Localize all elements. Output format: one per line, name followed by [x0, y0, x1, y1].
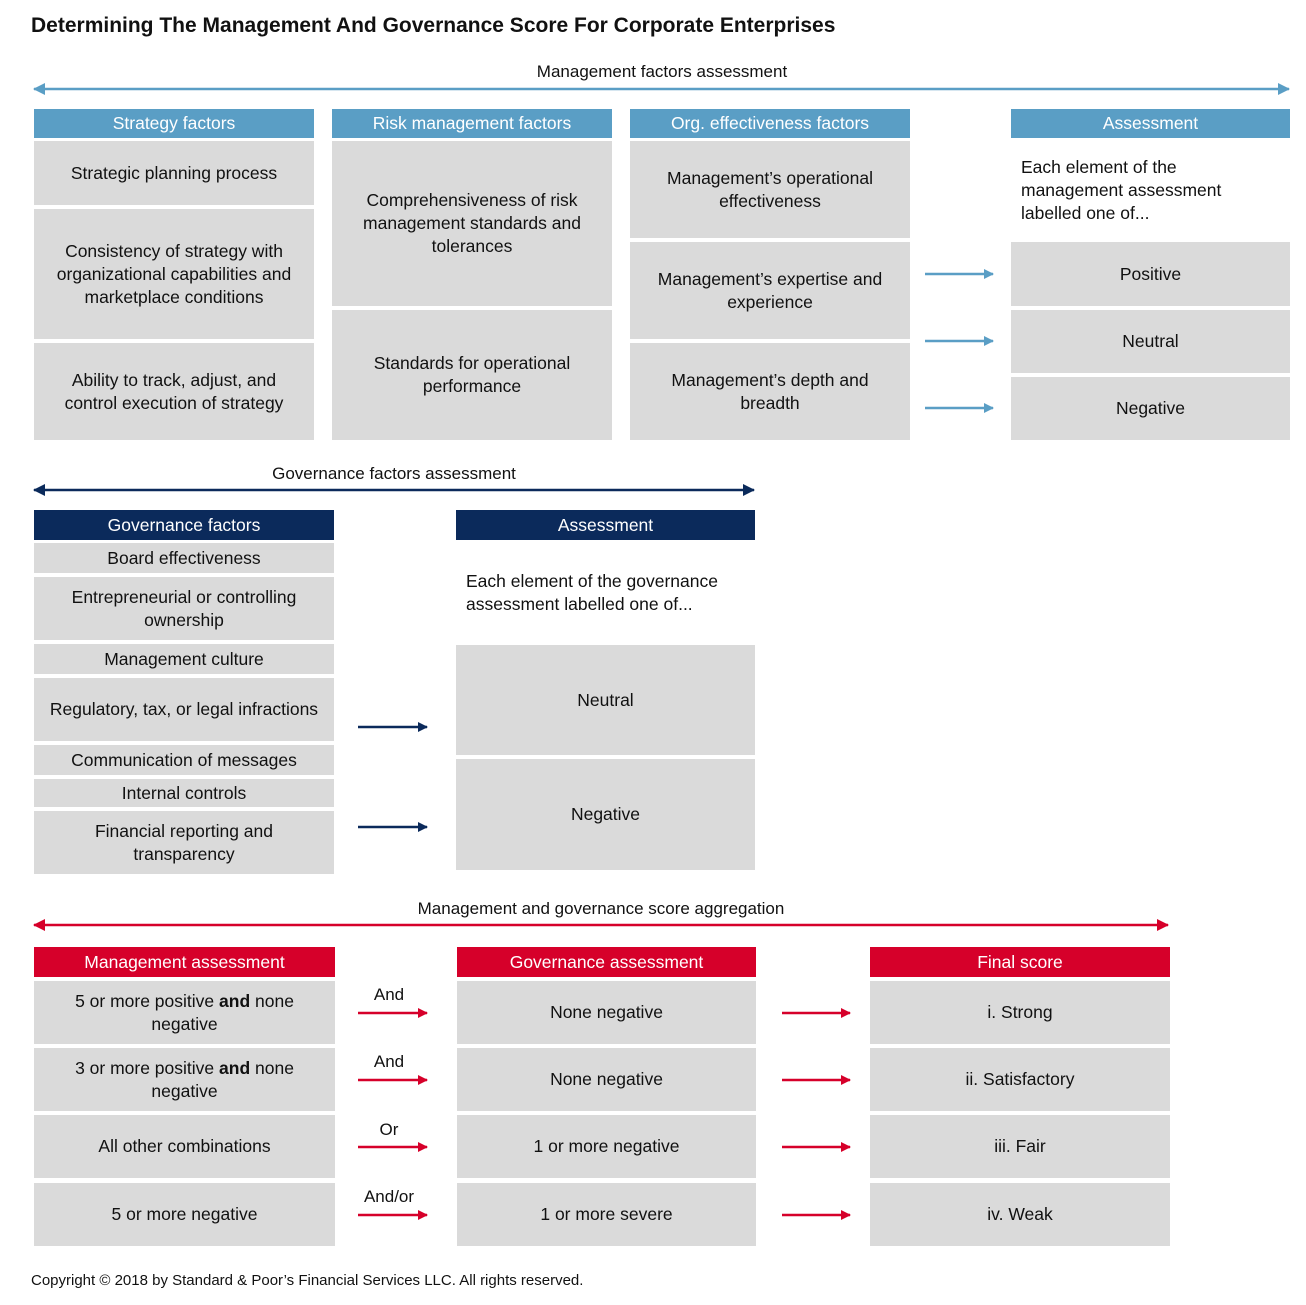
- strategy-factor-item: Consistency of strategy with organizational capabilities and marketplace conditions: [34, 209, 314, 339]
- connector-label: And: [373, 1052, 405, 1071]
- aggregation-management-condition: 5 or more negative: [34, 1183, 335, 1246]
- risk-management-factor-item: Comprehensiveness of risk management standards and tolerances: [332, 141, 612, 306]
- aggregation-governance-header: Governance assessment: [457, 947, 756, 977]
- aggregation-management-condition: All other combinations: [34, 1115, 335, 1178]
- org-effectiveness-factor-item: Management’s operational effectiveness: [630, 141, 910, 238]
- aggregation-management-condition: 3 or more positive and none negative: [34, 1048, 335, 1111]
- strategy-factors-header: Strategy factors: [34, 109, 314, 138]
- assessment-option-neutral: Neutral: [1011, 310, 1290, 373]
- connector-label: And/or: [363, 1187, 415, 1206]
- org-effectiveness-factor-item: Management’s depth and breadth: [630, 343, 910, 440]
- governance-factor-item: Entrepreneurial or controlling ownership: [34, 577, 334, 640]
- governance-factors-header: Governance factors: [34, 510, 334, 540]
- aggregation-governance-condition: None negative: [457, 1048, 756, 1111]
- governance-option-negative: Negative: [456, 759, 755, 870]
- management-assessment-note: Each element of the management assessment labelled one of...: [1021, 157, 1222, 223]
- strategy-factor-item: Strategic planning process: [34, 141, 314, 205]
- governance-factor-item: Communication of messages: [34, 745, 334, 775]
- aggregation-governance-condition: 1 or more negative: [457, 1115, 756, 1178]
- management-section-label: Management factors assessment: [536, 62, 788, 81]
- management-assessment-header: Assessment: [1011, 109, 1290, 138]
- governance-option-neutral: Neutral: [456, 645, 755, 755]
- governance-factor-item: Internal controls: [34, 779, 334, 807]
- aggregation-governance-condition: None negative: [457, 981, 756, 1044]
- aggregation-governance-condition: 1 or more severe: [457, 1183, 756, 1246]
- governance-assessment-note: Each element of the governance assessment labelled one of...: [466, 571, 718, 614]
- assessment-option-positive: Positive: [1011, 242, 1290, 306]
- connector-label: Or: [379, 1120, 399, 1139]
- final-score-satisfactory: ii. Satisfactory: [870, 1048, 1170, 1111]
- governance-factor-item: Regulatory, tax, or legal infractions: [34, 678, 334, 741]
- assessment-option-negative: Negative: [1011, 377, 1290, 440]
- org-effectiveness-factors-header: Org. effectiveness factors: [630, 109, 910, 138]
- strategy-factor-item: Ability to track, adjust, and control execution of strategy: [34, 343, 314, 440]
- aggregation-management-header: Management assessment: [34, 947, 335, 977]
- aggregation-section-label: Management and governance score aggregation: [417, 899, 785, 918]
- governance-factor-item: Financial reporting and transparency: [34, 811, 334, 874]
- final-score-header: Final score: [870, 947, 1170, 977]
- governance-factor-item: Board effectiveness: [34, 543, 334, 573]
- final-score-weak: iv. Weak: [870, 1183, 1170, 1246]
- governance-assessment-header: Assessment: [456, 510, 755, 540]
- final-score-strong: i. Strong: [870, 981, 1170, 1044]
- risk-management-factor-item: Standards for operational performance: [332, 310, 612, 440]
- governance-section-label: Governance factors assessment: [272, 464, 516, 483]
- risk-management-factors-header: Risk management factors: [332, 109, 612, 138]
- final-score-fair: iii. Fair: [870, 1115, 1170, 1178]
- governance-factor-item: Management culture: [34, 644, 334, 674]
- page-title: Determining The Management And Governance Score For Corporate Enterprises: [31, 14, 836, 37]
- connector-label: And: [373, 985, 405, 1004]
- copyright-notice: Copyright © 2018 by Standard & Poor’s Financial Services LLC. All rights reserved.: [31, 1272, 584, 1289]
- aggregation-management-condition: 5 or more positive and none negative: [34, 981, 335, 1044]
- org-effectiveness-factor-item: Management’s expertise and experience: [630, 242, 910, 339]
